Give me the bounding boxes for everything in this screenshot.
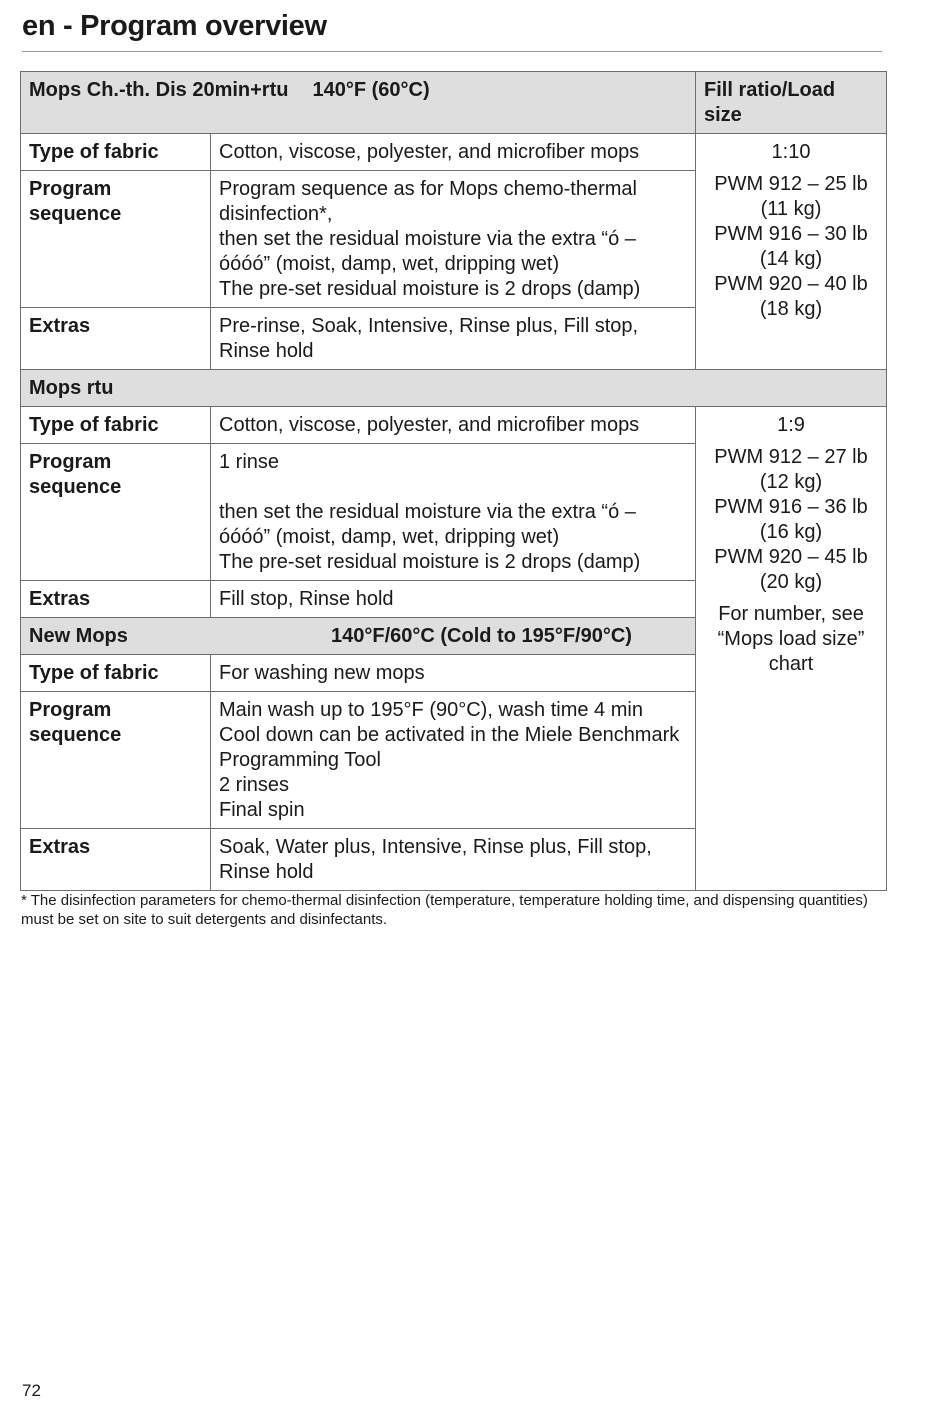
load-size-note: For number, see “Mops load size” chart (717, 603, 865, 675)
program-sequence-value (211, 171, 696, 308)
program-header-new-mops (21, 618, 696, 655)
program-sequence-label: Program sequence (21, 171, 211, 308)
fill-ratio-header: Fill ratio/Load size (696, 72, 887, 134)
sequence-line: then set the residual moisture via the extra “ó – óóóó” (moist, damp, wet, dripping wet) (219, 501, 636, 548)
extras-label: Extras (21, 829, 211, 891)
load-size-pwm912: PWM 912 – 27 lb (12 kg) (714, 446, 868, 493)
type-of-fabric-value: Cotton, viscose, polyester, and microfiber mops (211, 134, 696, 171)
program-header-row (21, 72, 887, 134)
load-size-pwm916: PWM 916 – 30 lb (14 kg) (714, 223, 868, 270)
table-row (21, 134, 887, 171)
sequence-line: Program sequence as for Mops chemo-thermal disinfection*, (219, 178, 637, 225)
load-size-pwm920: PWM 920 – 40 lb (18 kg) (714, 273, 868, 320)
sequence-spacer (219, 475, 687, 500)
fill-ratio-cell (696, 407, 887, 891)
sequence-line: Main wash up to 195°F (90°C), wash time 4 min (219, 699, 643, 721)
program-header-row (21, 370, 887, 407)
title-divider (22, 51, 882, 52)
extras-value: Soak, Water plus, Intensive, Rinse plus, Fill stop, Rinse hold (211, 829, 696, 891)
load-size-pwm916: PWM 916 – 36 lb (16 kg) (714, 496, 868, 543)
program-sequence-value (211, 692, 696, 829)
extras-value: Fill stop, Rinse hold (211, 581, 696, 618)
extras-label: Extras (21, 308, 211, 370)
type-of-fabric-label: Type of fabric (21, 134, 211, 171)
fill-ratio-cell (696, 134, 887, 370)
program-temperature: 140°F (60°C) (312, 79, 430, 101)
extras-label: Extras (21, 581, 211, 618)
sequence-line: Cool down can be activated in the Miele Benchmark Programming Tool (219, 724, 680, 771)
sequence-line: The pre-set residual moisture is 2 drops (damp) (219, 551, 641, 573)
fill-ratio-value: 1:9 (777, 414, 805, 436)
sequence-line: 1 rinse (219, 451, 280, 473)
type-of-fabric-value: For washing new mops (211, 655, 696, 692)
load-size-pwm912: PWM 912 – 25 lb (11 kg) (714, 173, 868, 220)
program-sequence-label: Program sequence (21, 444, 211, 581)
page-title: en - Program overview (22, 10, 327, 42)
table-row (21, 407, 887, 444)
program-sequence-value (211, 444, 696, 581)
program-header-mops-chemo-thermal (21, 72, 696, 134)
type-of-fabric-label: Type of fabric (21, 407, 211, 444)
program-sequence-label: Program sequence (21, 692, 211, 829)
page-number: 72 (22, 1381, 41, 1400)
sequence-line: 2 rinses (219, 774, 290, 796)
extras-value: Pre-rinse, Soak, Intensive, Rinse plus, Fill stop, Rinse hold (211, 308, 696, 370)
sequence-line: Final spin (219, 799, 305, 821)
load-size-pwm920: PWM 920 – 45 lb (20 kg) (714, 546, 868, 593)
fill-ratio-value: 1:10 (771, 141, 811, 163)
program-header-mops-rtu: Mops rtu (21, 370, 887, 407)
program-name: New Mops (29, 625, 128, 647)
type-of-fabric-label: Type of fabric (21, 655, 211, 692)
sequence-line: then set the residual moisture via the extra “ó – óóóó” (moist, damp, wet, dripping wet) (219, 228, 636, 275)
program-temperature: 140°F/60°C (Cold to 195°F/90°C) (331, 625, 632, 647)
program-name: Mops Ch.-th. Dis 20min+rtu (29, 79, 289, 101)
type-of-fabric-value: Cotton, viscose, polyester, and microfiber mops (211, 407, 696, 444)
footnote: * The disinfection parameters for chemo-thermal disinfection (temperature, temperature holding time, and dispensing quantities) must be set on site to suit detergents and disinfectants. (21, 892, 868, 928)
program-table (20, 71, 887, 891)
sequence-line: The pre-set residual moisture is 2 drops (damp) (219, 278, 641, 300)
